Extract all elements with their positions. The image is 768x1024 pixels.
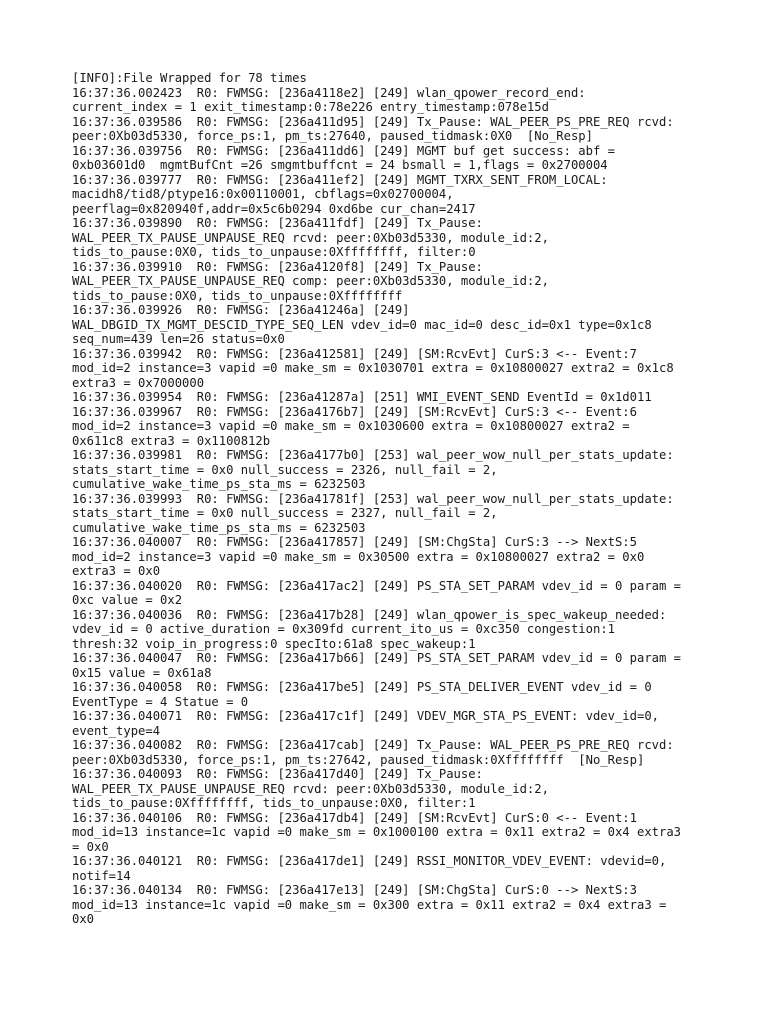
log-line: cumulative_wake_time_ps_sta_ms = 6232503 xyxy=(72,477,366,491)
log-line: [INFO]:File Wrapped for 78 times xyxy=(72,71,307,85)
log-text xyxy=(72,71,728,927)
log-line: 16:37:36.039967 R0: FWMSG: [236a4176b7] [249] [SM:RcvEvt] CurS:3 <-- Event:6 xyxy=(72,404,637,419)
log-line: 16:37:36.040134 R0: FWMSG: [236a417e13] [249] [SM:ChgSta] CurS:0 --> NextS:3 xyxy=(72,883,637,897)
log-line: 16:37:36.040106 R0: FWMSG: [236a417db4] [249] [SM:RcvEvt] CurS:0 <-- Event:1 xyxy=(72,810,637,825)
log-line: 16:37:36.039954 R0: FWMSG: [236a41287a] [251] WMI_EVENT_SEND EventId = 0x1d011 xyxy=(72,390,652,404)
log-line: 16:37:36.039993 R0: FWMSG: [236a41781f] [253] wal_peer_wow_null_per_stats_update: xyxy=(72,491,674,506)
log-line: stats_start_time = 0x0 null_success = 2326, null_fail = 2, xyxy=(72,462,498,477)
log-line: current_index = 1 exit_timestamp:0:78e226 entry_timestamp:078e15d xyxy=(72,100,549,114)
log-line: 16:37:36.040007 R0: FWMSG: [236a417857] [249] [SM:ChgSta] CurS:3 --> NextS:5 xyxy=(72,535,637,549)
log-line: 16:37:36.039890 R0: FWMSG: [236a411fdf] [249] Tx_Pause: xyxy=(72,216,483,230)
log-line: 0xb03601d0 mgmtBufCnt =26 smgmtbuffcnt = 24 bsmall = 1,flags = 0x2700004 xyxy=(72,158,608,172)
log-line: 16:37:36.039777 R0: FWMSG: [236a411ef2] [249] MGMT_TXRX_SENT_FROM_LOCAL: xyxy=(72,172,608,187)
log-line: 16:37:36.040036 R0: FWMSG: [236a417b28] [249] wlan_qpower_is_spec_wakeup_needed: xyxy=(72,607,667,622)
log-line: 16:37:36.040058 R0: FWMSG: [236a417be5] [249] PS_STA_DELIVER_EVENT vdev_id = 0 xyxy=(72,680,652,694)
log-line: 16:37:36.039981 R0: FWMSG: [236a4177b0] [253] wal_peer_wow_null_per_stats_update: xyxy=(72,448,674,462)
log-line: cumulative_wake_time_ps_sta_ms = 6232503 xyxy=(72,520,366,535)
log-line: thresh:32 voip_in_progress:0 specIto:61a8 spec_wakeup:1 xyxy=(72,636,476,651)
log-line: 0x611c8 extra3 = 0x1100812b xyxy=(72,433,271,448)
log-line: stats_start_time = 0x0 null_success = 2327, null_fail = 2, xyxy=(72,506,498,520)
log-line: seq_num=439 len=26 status=0x0 xyxy=(72,332,285,346)
log-line: = 0x0 xyxy=(72,839,109,854)
log-line: 16:37:36.039756 R0: FWMSG: [236a411dd6] [249] MGMT buf get success: abf = xyxy=(72,143,615,158)
log-line: mod_id=13 instance=1c vapid =0 make_sm = 0x1000100 extra = 0x11 extra2 = 0x4 extra3 xyxy=(72,825,682,839)
log-line: 16:37:36.039926 R0: FWMSG: [236a41246a] [249] xyxy=(72,303,410,317)
log-line: WAL_PEER_TX_PAUSE_UNPAUSE_REQ comp: peer:0Xb03d5330, module_id:2, xyxy=(72,274,549,288)
log-line: 16:37:36.040121 R0: FWMSG: [236a417de1] [249] RSSI_MONITOR_VDEV_EVENT: vdevid=0, xyxy=(72,854,667,868)
log-line: 0xc value = 0x2 xyxy=(72,593,183,607)
log-line: mod_id=2 instance=3 vapid =0 make_sm = 0x1030701 extra = 0x10800027 extra2 = 0x1c8 xyxy=(72,361,674,375)
log-line: 16:37:36.040047 R0: FWMSG: [236a417b66] [249] PS_STA_SET_PARAM vdev_id = 0 param = xyxy=(72,651,682,665)
log-line: mod_id=13 instance=1c vapid =0 make_sm = 0x300 extra = 0x11 extra2 = 0x4 extra3 = xyxy=(72,897,667,912)
log-line: tids_to_pause:0X0, tids_to_unpause:0Xffffffff, filter:0 xyxy=(72,245,476,259)
log-line: macidh8/tid8/ptype16:0x00110001, cbflags=0x02700004, xyxy=(72,187,454,201)
log-line: 16:37:36.040071 R0: FWMSG: [236a417c1f] [249] VDEV_MGR_STA_PS_EVENT: vdev_id=0, xyxy=(72,709,659,723)
log-line: 0x15 value = 0x61a8 xyxy=(72,665,212,680)
log-line: 16:37:36.040093 R0: FWMSG: [236a417d40] [249] Tx_Pause: xyxy=(72,767,483,781)
log-line: 16:37:36.040082 R0: FWMSG: [236a417cab] [249] Tx_Pause: WAL_PEER_PS_PRE_REQ rcvd: xyxy=(72,738,674,752)
log-line: 16:37:36.002423 R0: FWMSG: [236a4118e2] [249] wlan_qpower_record_end: xyxy=(72,85,586,100)
log-line: peerflag=0x820940f,addr=0x5c6b0294 0xd6be cur_chan=2417 xyxy=(72,201,476,216)
log-line: peer:0Xb03d5330, force_ps:1, pm_ts:27640, paused_tidmask:0X0 [No_Resp] xyxy=(72,129,593,143)
log-line: 16:37:36.039942 R0: FWMSG: [236a412581] [249] [SM:RcvEvt] CurS:3 <-- Event:7 xyxy=(72,346,637,361)
log-line: EventType = 4 Statue = 0 xyxy=(72,694,249,709)
log-line: tids_to_pause:0X0, tids_to_unpause:0Xffffffff xyxy=(72,288,403,303)
log-line: vdev_id = 0 active_duration = 0x309fd current_ito_us = 0xc350 congestion:1 xyxy=(72,622,615,636)
log-line: notif=14 xyxy=(72,868,131,883)
log-line: tids_to_pause:0Xffffffff, tids_to_unpause:0X0, filter:1 xyxy=(72,796,476,810)
log-line: event_type=4 xyxy=(72,723,161,738)
log-line: 16:37:36.039910 R0: FWMSG: [236a4120f8] [249] Tx_Pause: xyxy=(72,259,483,274)
log-line: 0x0 xyxy=(72,912,95,926)
log-line: WAL_PEER_TX_PAUSE_UNPAUSE_REQ rcvd: peer:0Xb03d5330, module_id:2, xyxy=(72,230,549,245)
log-line: 16:37:36.040020 R0: FWMSG: [236a417ac2] [249] PS_STA_SET_PARAM vdev_id = 0 param = xyxy=(72,578,682,593)
log-line: WAL_PEER_TX_PAUSE_UNPAUSE_REQ rcvd: peer:0Xb03d5330, module_id:2, xyxy=(72,781,549,796)
log-line: WAL_DBGID_TX_MGMT_DESCID_TYPE_SEQ_LEN vdev_id=0 mac_id=0 desc_id=0x1 type=0x1c8 xyxy=(72,317,652,332)
log-line: peer:0Xb03d5330, force_ps:1, pm_ts:27642, paused_tidmask:0Xffffffff [No_Resp] xyxy=(72,752,645,767)
log-line: 16:37:36.039586 R0: FWMSG: [236a411d95] [249] Tx_Pause: WAL_PEER_PS_PRE_REQ rcvd: xyxy=(72,114,674,129)
log-line: mod_id=2 instance=3 vapid =0 make_sm = 0x30500 extra = 0x10800027 extra2 = 0x0 xyxy=(72,549,645,564)
log-line: extra3 = 0x0 xyxy=(72,564,161,578)
log-line: extra3 = 0x7000000 xyxy=(72,375,205,390)
log-line: mod_id=2 instance=3 vapid =0 make_sm = 0x1030600 extra = 0x10800027 extra2 = xyxy=(72,419,630,433)
